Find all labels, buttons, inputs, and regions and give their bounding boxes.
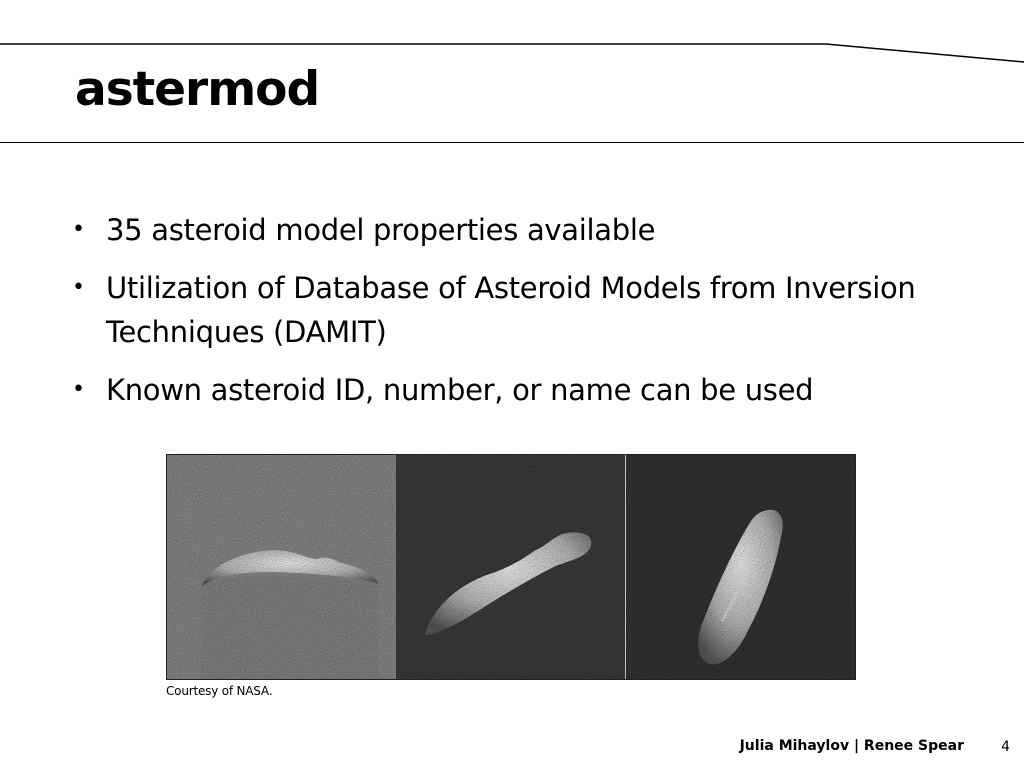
image-caption: Courtesy of NASA. <box>166 684 273 698</box>
title-underline <box>0 142 1024 143</box>
radar-panel-2 <box>396 455 625 679</box>
bullet-item <box>70 208 950 252</box>
slide-title: astermod <box>75 62 320 117</box>
header-rule <box>0 0 1024 70</box>
bullet-item <box>70 266 950 354</box>
bullet-list <box>70 208 950 426</box>
footer-authors: Julia Mihaylov | Renee Spear <box>739 738 964 754</box>
bullet-marker: • <box>72 217 85 242</box>
bullet-text: 35 asteroid model properties available <box>106 213 656 247</box>
bullet-marker: • <box>72 377 85 402</box>
bullet-text: Utilization of Database of Asteroid Models from Inversion Techniques (DAMIT) <box>106 271 916 349</box>
bullet-item <box>70 368 950 412</box>
bullet-marker: • <box>72 275 85 300</box>
radar-panel-1 <box>167 455 396 679</box>
page-number: 4 <box>1001 739 1010 755</box>
bullet-text: Known asteroid ID, number, or name can be used <box>106 373 814 407</box>
asteroid-radar-image <box>166 454 856 680</box>
radar-panel-3 <box>626 455 855 679</box>
